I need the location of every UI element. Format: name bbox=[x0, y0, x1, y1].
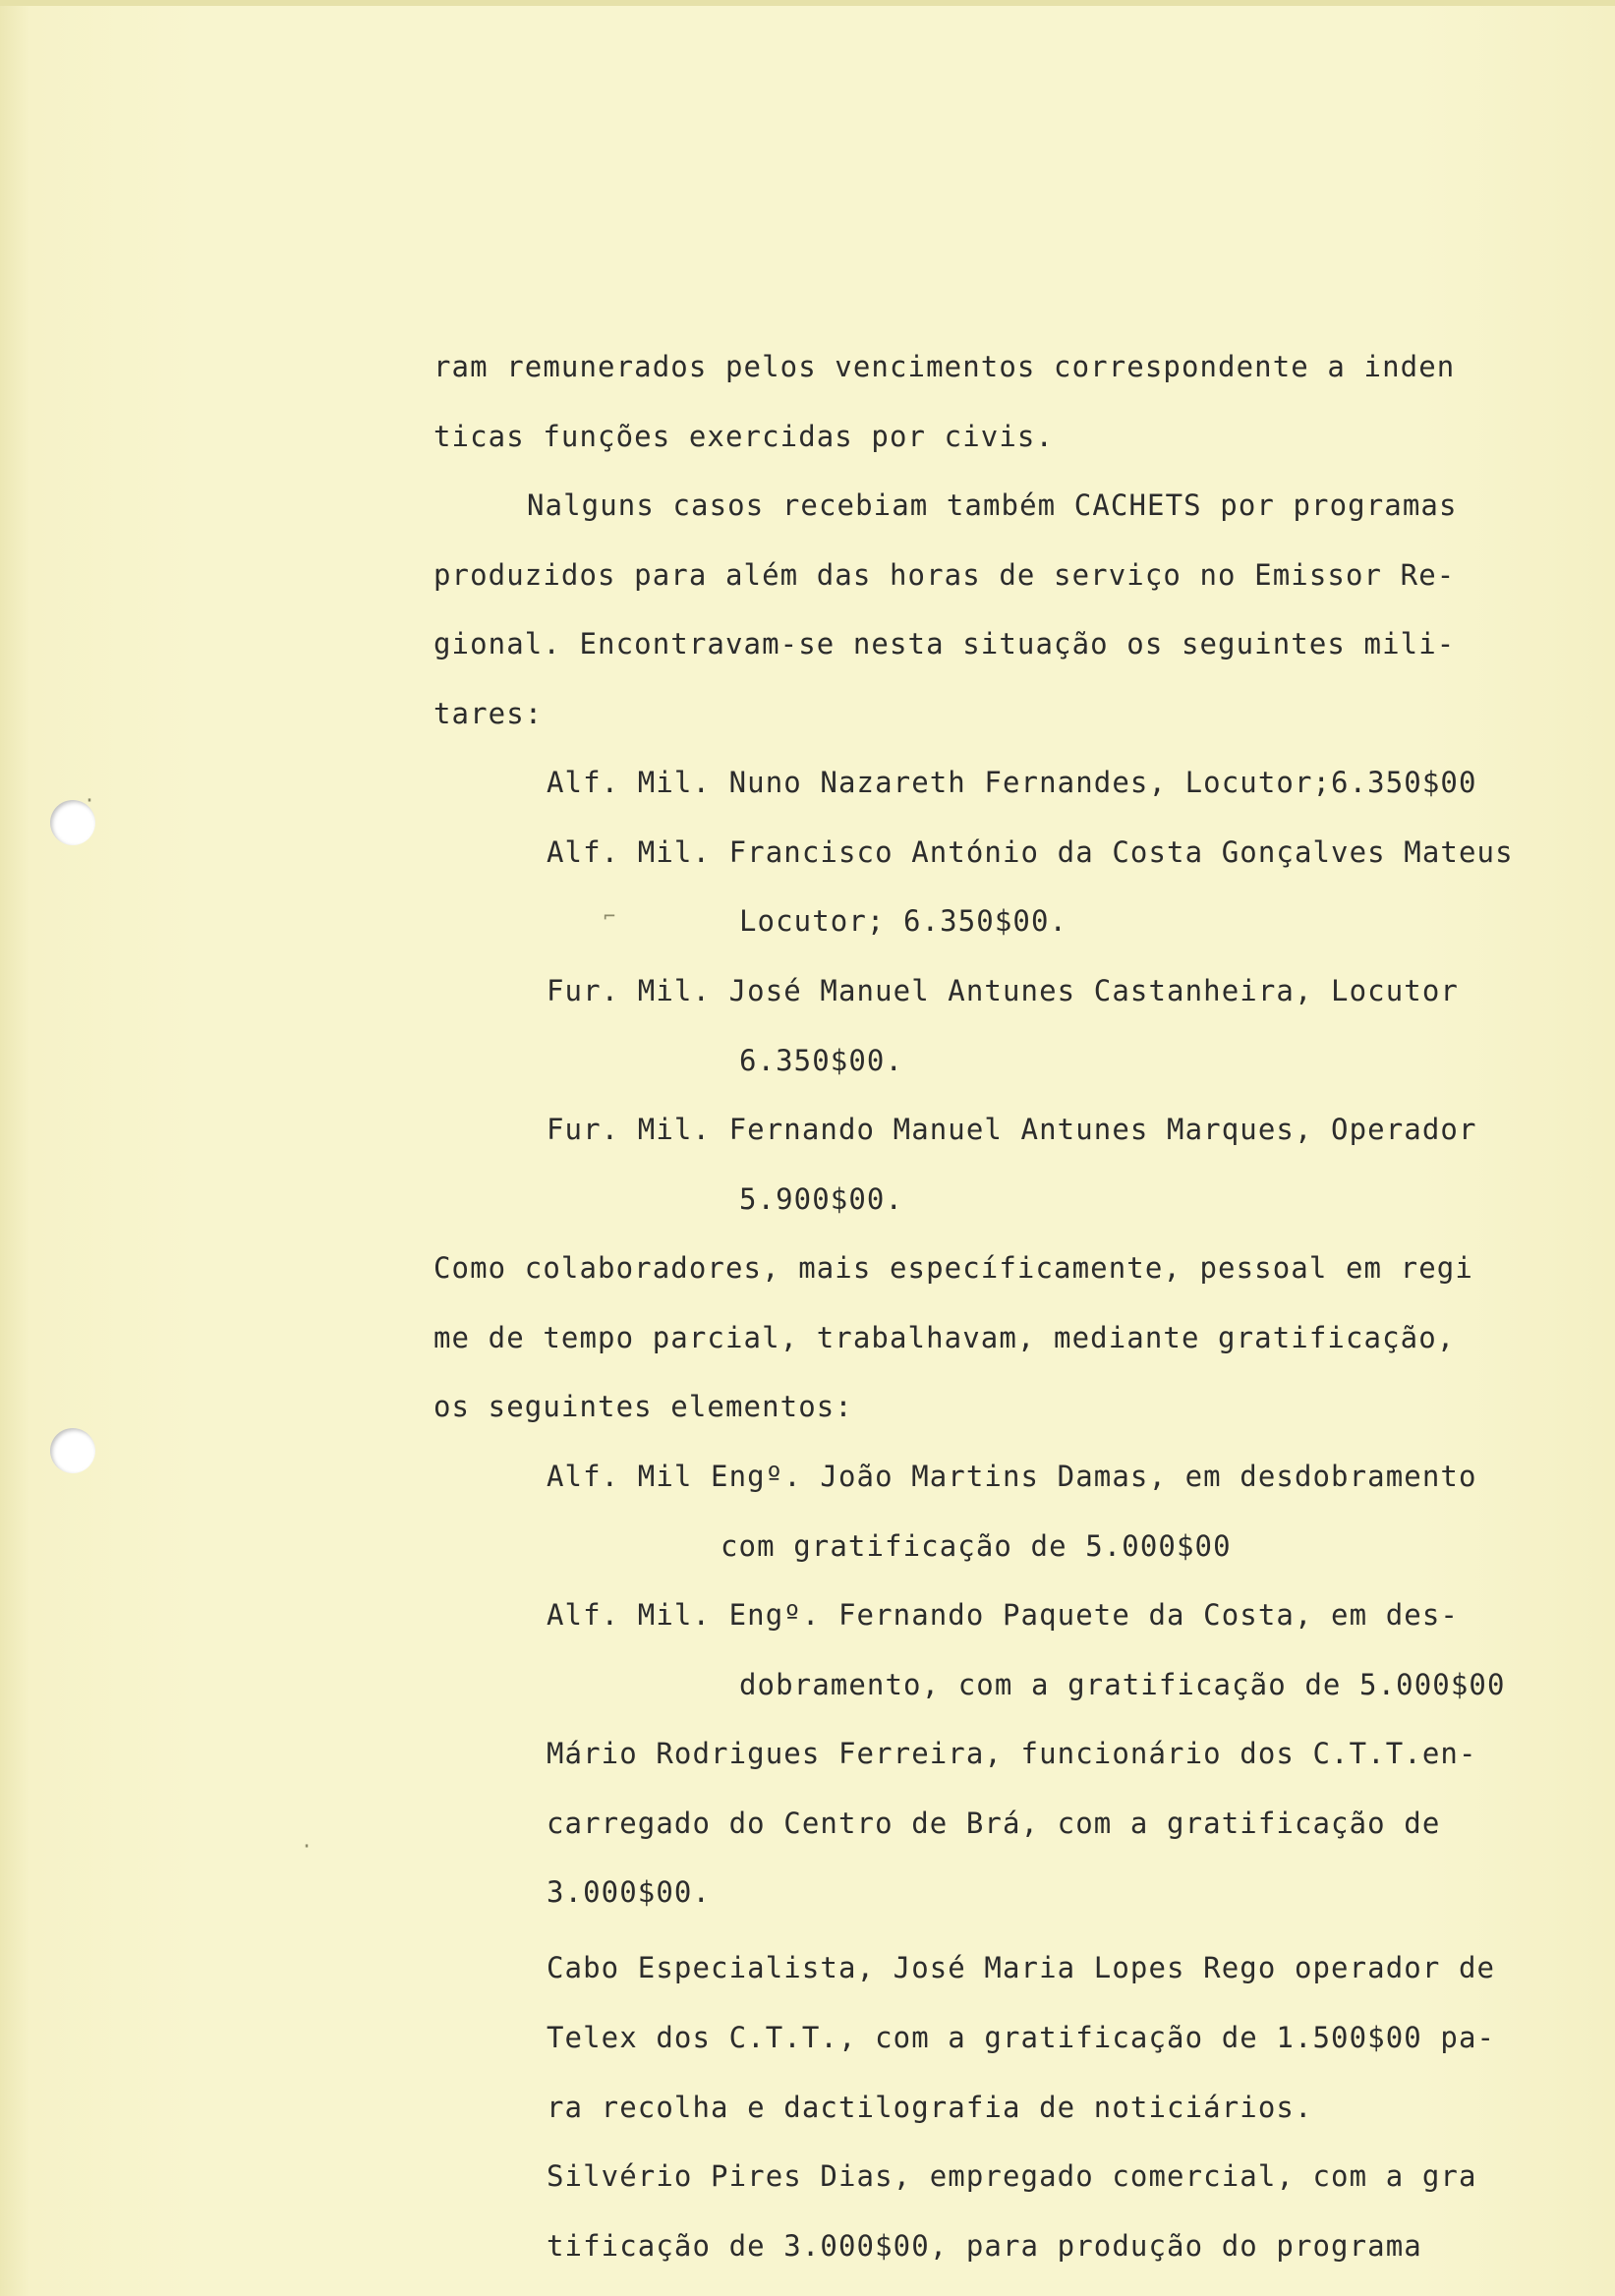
stray-mark: ⌐ bbox=[604, 904, 616, 928]
text-line: dobramento, com a gratificação de 5.000$00 bbox=[739, 1668, 1506, 1701]
text-line: 6.350$00. bbox=[739, 1044, 904, 1077]
paper-top-edge bbox=[0, 0, 1615, 6]
text-line: produzidos para além das horas de serviço no Emissor Re- bbox=[433, 558, 1456, 592]
text-line: tares: bbox=[433, 697, 544, 730]
text-line: ra recolha e dactilografia de noticiários. bbox=[547, 2091, 1313, 2124]
text-line: os seguintes elementos: bbox=[433, 1390, 853, 1423]
text-line: com gratificação de 5.000$00 bbox=[721, 1529, 1232, 1563]
punch-hole-lower bbox=[50, 1428, 95, 1473]
text-line: gional. Encontravam-se nesta situação os seguintes mili- bbox=[433, 627, 1456, 660]
text-line: ticas funções exercidas por civis. bbox=[433, 420, 1055, 453]
text-line: ram remunerados pelos vencimentos correspondente a inden bbox=[433, 350, 1456, 383]
text-line: Fur. Mil. José Manuel Antunes Castanheira, Locutor bbox=[547, 974, 1459, 1007]
text-line: 5.900$00. bbox=[739, 1182, 904, 1216]
text-line: Alf. Mil. Nuno Nazareth Fernandes, Locutor;6.350$00 bbox=[547, 766, 1477, 799]
text-line: Como colaboradores, mais específicamente, pessoal em regi bbox=[433, 1251, 1473, 1285]
text-line: Silvério Pires Dias, empregado comercial, com a gra bbox=[547, 2159, 1477, 2193]
text-line: 3.000$00. bbox=[547, 1875, 712, 1909]
text-line: Alf. Mil Engº. João Martins Damas, em desdobramento bbox=[547, 1460, 1477, 1493]
text-line: carregado do Centro de Brá, com a gratificação de bbox=[547, 1807, 1441, 1840]
text-line: Alf. Mil. Engº. Fernando Paquete da Costa, em des- bbox=[547, 1598, 1459, 1632]
text-line: Telex dos C.T.T., com a gratificação de 1.500$00 pa- bbox=[547, 2021, 1496, 2054]
text-line: me de tempo parcial, trabalhavam, mediante gratificação, bbox=[433, 1321, 1456, 1354]
stray-mark: · bbox=[84, 788, 96, 812]
text-line: Locutor; 6.350$00. bbox=[739, 904, 1068, 938]
text-line: tificação de 3.000$00, para produção do programa bbox=[547, 2229, 1422, 2263]
text-line: Nalguns casos recebiam também CACHETS por programas bbox=[527, 488, 1458, 522]
text-line: Fur. Mil. Fernando Manuel Antunes Marques, Operador bbox=[547, 1113, 1477, 1146]
text-line: Alf. Mil. Francisco António da Costa Gonçalves Mateus bbox=[547, 835, 1514, 869]
text-line: Mário Rodrigues Ferreira, funcionário dos C.T.T.en- bbox=[547, 1737, 1477, 1770]
stray-mark: · bbox=[301, 1834, 314, 1858]
text-line: Cabo Especialista, José Maria Lopes Rego operador de bbox=[547, 1951, 1496, 1984]
